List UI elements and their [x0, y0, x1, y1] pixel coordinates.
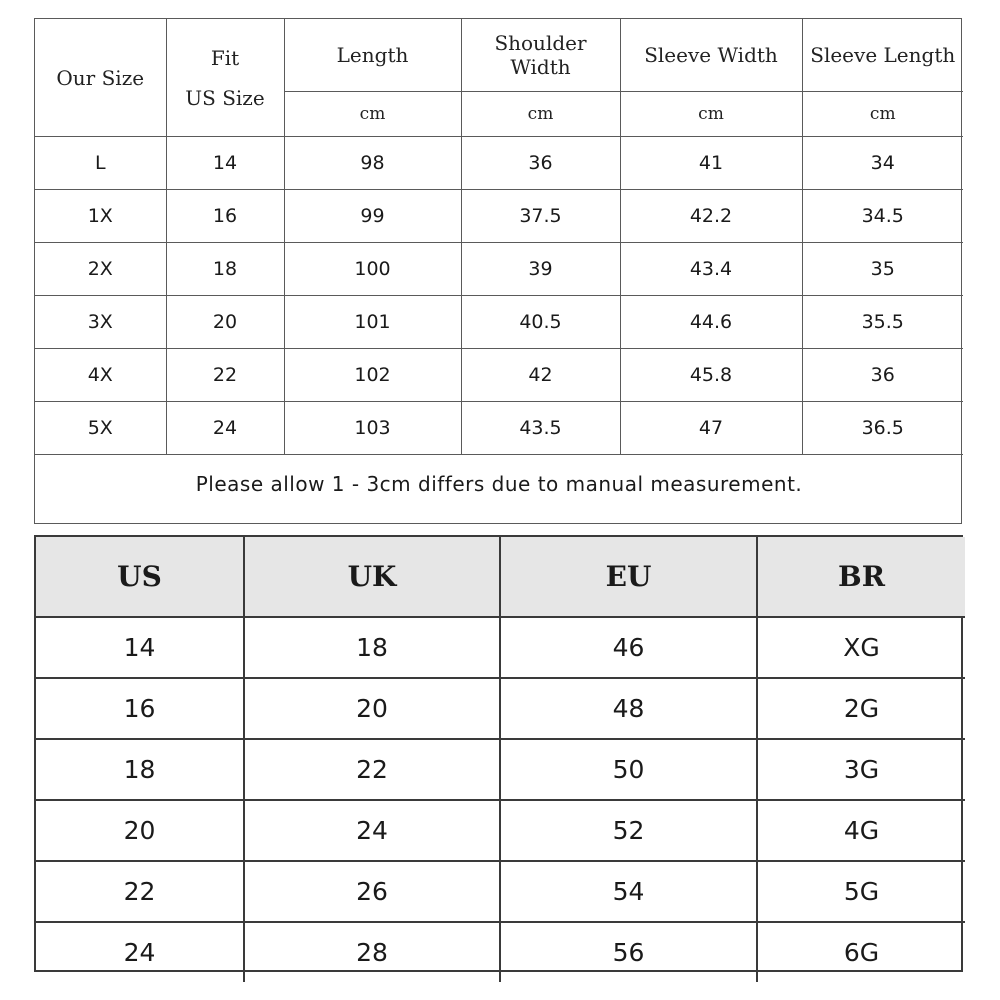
header-sleeve-width: Sleeve Width: [620, 19, 802, 92]
unit-shoulder-width: cm: [461, 92, 620, 137]
cell-uk: 22: [244, 739, 500, 800]
cell-us-size: 22: [166, 349, 284, 402]
cell-sleeve-width: 42.2: [620, 190, 802, 243]
cell-uk: 20: [244, 678, 500, 739]
table-row: [35, 243, 963, 296]
cell-uk: 24: [244, 800, 500, 861]
cell-us-size: 16: [166, 190, 284, 243]
size-chart: [34, 18, 962, 524]
unit-sleeve-width: cm: [620, 92, 802, 137]
cell-br: 3G: [757, 739, 965, 800]
cell-length: 102: [284, 349, 461, 402]
table-row: [36, 800, 965, 861]
header-sleeve-length: Sleeve Length: [802, 19, 963, 92]
table-row: [35, 402, 963, 455]
cell-us: 24: [36, 922, 244, 982]
measurement-note: Please allow 1 - 3cm differs due to manual measurement.: [35, 455, 963, 514]
cell-our-size: L: [35, 137, 166, 190]
cell-uk: 18: [244, 617, 500, 678]
cell-length: 103: [284, 402, 461, 455]
cell-uk: 28: [244, 922, 500, 982]
cell-us-size: 20: [166, 296, 284, 349]
conversion-header-row: [36, 537, 965, 617]
cell-br: 5G: [757, 861, 965, 922]
cell-eu: 56: [500, 922, 757, 982]
cell-sleeve-length: 36.5: [802, 402, 963, 455]
header-length: Length: [284, 19, 461, 92]
cell-sleeve-length: 35.5: [802, 296, 963, 349]
cell-sleeve-width: 43.4: [620, 243, 802, 296]
cell-us-size: 14: [166, 137, 284, 190]
cell-our-size: 5X: [35, 402, 166, 455]
table-row: [35, 349, 963, 402]
cell-eu: 46: [500, 617, 757, 678]
cell-us: 20: [36, 800, 244, 861]
cell-eu: 50: [500, 739, 757, 800]
size-chart-header-row: [35, 19, 963, 92]
table-row: [36, 739, 965, 800]
cell-us: 18: [36, 739, 244, 800]
cell-sleeve-length: 35: [802, 243, 963, 296]
cell-sleeve-length: 34.5: [802, 190, 963, 243]
header-shoulder-width: Shoulder Width: [461, 19, 620, 92]
cell-shoulder-width: 39: [461, 243, 620, 296]
header-us-size: US Size: [185, 85, 265, 110]
header-our-size: Our Size: [35, 19, 166, 137]
cell-sleeve-width: 45.8: [620, 349, 802, 402]
table-row: [36, 678, 965, 739]
cell-us: 22: [36, 861, 244, 922]
unit-sleeve-length: cm: [802, 92, 963, 137]
cell-sleeve-width: 47: [620, 402, 802, 455]
header-eu: EU: [500, 537, 757, 617]
cell-sleeve-length: 34: [802, 137, 963, 190]
table-row: [35, 137, 963, 190]
cell-shoulder-width: 40.5: [461, 296, 620, 349]
header-br: BR: [757, 537, 965, 617]
cell-br: XG: [757, 617, 965, 678]
cell-shoulder-width: 42: [461, 349, 620, 402]
cell-br: 4G: [757, 800, 965, 861]
conversion-chart: [34, 535, 963, 972]
table-row: [35, 296, 963, 349]
cell-shoulder-width: 36: [461, 137, 620, 190]
unit-length: cm: [284, 92, 461, 137]
cell-our-size: 4X: [35, 349, 166, 402]
cell-our-size: 1X: [35, 190, 166, 243]
cell-length: 98: [284, 137, 461, 190]
table-row: [36, 861, 965, 922]
cell-length: 101: [284, 296, 461, 349]
conversion-table: [36, 537, 965, 982]
cell-eu: 54: [500, 861, 757, 922]
cell-uk: 26: [244, 861, 500, 922]
cell-eu: 52: [500, 800, 757, 861]
cell-us: 16: [36, 678, 244, 739]
cell-length: 100: [284, 243, 461, 296]
cell-length: 99: [284, 190, 461, 243]
cell-us: 14: [36, 617, 244, 678]
cell-sleeve-width: 41: [620, 137, 802, 190]
cell-sleeve-width: 44.6: [620, 296, 802, 349]
cell-our-size: 2X: [35, 243, 166, 296]
size-chart-note-row: [35, 455, 963, 514]
header-fit: Fit: [210, 45, 240, 70]
cell-br: 6G: [757, 922, 965, 982]
header-uk: UK: [244, 537, 500, 617]
header-fit-us-size: [166, 19, 284, 137]
cell-us-size: 24: [166, 402, 284, 455]
cell-shoulder-width: 43.5: [461, 402, 620, 455]
table-row: [35, 190, 963, 243]
table-row: [36, 617, 965, 678]
cell-shoulder-width: 37.5: [461, 190, 620, 243]
cell-sleeve-length: 36: [802, 349, 963, 402]
cell-eu: 48: [500, 678, 757, 739]
size-chart-table: [35, 19, 963, 513]
cell-our-size: 3X: [35, 296, 166, 349]
cell-us-size: 18: [166, 243, 284, 296]
header-us: US: [36, 537, 244, 617]
table-row: [36, 922, 965, 982]
cell-br: 2G: [757, 678, 965, 739]
